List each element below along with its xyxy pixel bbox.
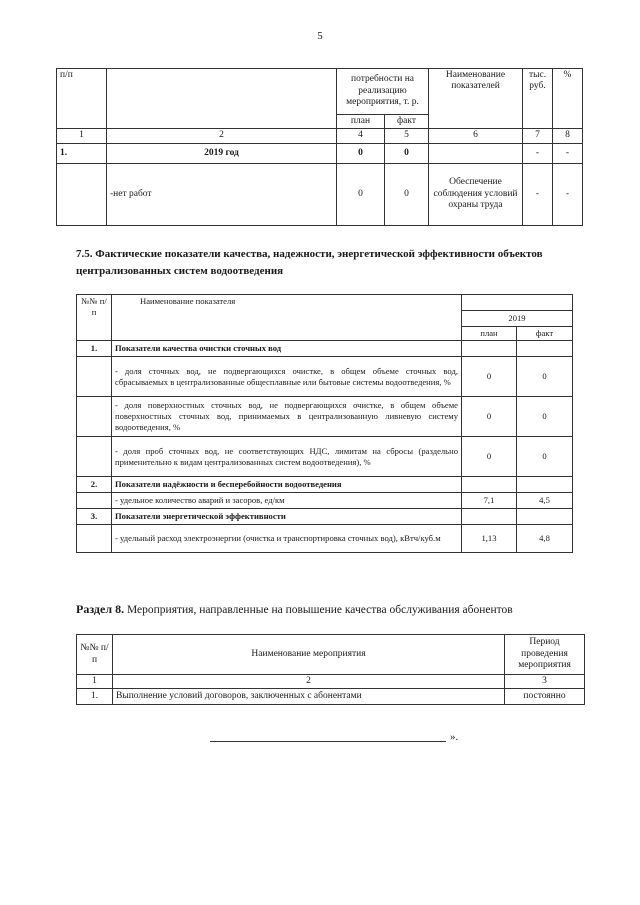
group-row bbox=[77, 509, 573, 525]
header-thousand-rub: тыс. руб. bbox=[523, 69, 553, 129]
row-num-empty bbox=[77, 397, 112, 437]
header-empty bbox=[107, 69, 337, 129]
row-plan: 0 bbox=[462, 397, 517, 437]
row-fact: 4,5 bbox=[517, 493, 573, 509]
row-text: - удельное количество аварий и засоров, ед/км bbox=[112, 493, 462, 509]
header-fact: факт bbox=[385, 115, 429, 129]
group-row bbox=[77, 341, 573, 357]
row-num-empty bbox=[77, 437, 112, 477]
row-fact: 0 bbox=[385, 163, 429, 225]
group-fact-empty bbox=[517, 341, 573, 357]
table-row bbox=[77, 493, 573, 509]
row-text: - доля сточных вод, не подвергающихся очистке, в общем объеме сточных вод, сбрасываемых в централизованные общесплавные или бытовые системы водоотведения, % bbox=[112, 357, 462, 397]
row-plan: 0 bbox=[462, 357, 517, 397]
header-year: 2019 bbox=[462, 311, 573, 327]
row-num: 1. bbox=[57, 143, 107, 163]
closing-quote: ». bbox=[450, 731, 459, 743]
header-plan: план bbox=[462, 327, 517, 341]
header-needs: потребности на реализацию мероприятия, т. р. bbox=[337, 69, 429, 115]
service-events-table bbox=[76, 634, 585, 705]
row-text: - доля поверхностных сточных вод, не подвергающихся очистке, в общем объеме поверхностных сточных вод, принимаемых в централизованную ливневую систему водоотведения, % bbox=[112, 397, 462, 437]
row-fact: 0 bbox=[385, 143, 429, 163]
row-num-empty bbox=[77, 493, 112, 509]
table-row bbox=[77, 689, 585, 705]
row-fact: 0 bbox=[517, 397, 573, 437]
row-plan: 0 bbox=[337, 143, 385, 163]
row-pct: - bbox=[553, 163, 583, 225]
col-number: 1 bbox=[77, 675, 113, 689]
header-plan: план bbox=[337, 115, 385, 129]
header-name: Наименование показателя bbox=[112, 295, 462, 341]
col-number: 1 bbox=[57, 129, 107, 143]
signature-line bbox=[210, 740, 446, 742]
row-num-empty bbox=[77, 525, 112, 553]
table-row bbox=[77, 437, 573, 477]
row-rub: - bbox=[523, 163, 553, 225]
row-name: -нет работ bbox=[107, 163, 337, 225]
group-row bbox=[77, 477, 573, 493]
col-number: 2 bbox=[107, 129, 337, 143]
row-num bbox=[57, 163, 107, 225]
row-name: Выполнение условий договоров, заключенных с абонентами bbox=[113, 689, 505, 705]
section-8-title: Мероприятия, направленные на повышение качества обслуживания абонентов bbox=[126, 604, 513, 616]
group-fact-empty bbox=[517, 509, 573, 525]
row-rub: - bbox=[523, 143, 553, 163]
row-indicator bbox=[429, 143, 523, 163]
table-row bbox=[77, 525, 573, 553]
section-8-label: Раздел 8. bbox=[76, 602, 125, 616]
row-indicator: Обеспечение соблюдения условий охраны труда bbox=[429, 163, 523, 225]
row-plan: 0 bbox=[337, 163, 385, 225]
page-number: 5 bbox=[317, 30, 323, 42]
table-row bbox=[77, 397, 573, 437]
header-num: №№ п/п bbox=[77, 635, 113, 675]
col-number: 7 bbox=[523, 129, 553, 143]
header-indicator-name: Наименование показателей bbox=[429, 69, 523, 129]
table-row bbox=[57, 163, 583, 225]
row-pct: - bbox=[553, 143, 583, 163]
column-numbers-row bbox=[57, 129, 583, 143]
table-row bbox=[57, 143, 583, 163]
row-plan: 1,13 bbox=[462, 525, 517, 553]
header-percent: % bbox=[553, 69, 583, 129]
col-number: 3 bbox=[505, 675, 585, 689]
row-period: постоянно bbox=[505, 689, 585, 705]
header-blank bbox=[462, 295, 573, 311]
group-title: Показатели энергетической эффективности bbox=[112, 509, 462, 525]
group-num: 1. bbox=[77, 341, 112, 357]
column-numbers-row bbox=[77, 675, 585, 689]
group-num: 3. bbox=[77, 509, 112, 525]
header-fact: факт bbox=[517, 327, 573, 341]
header-period: Период проведения мероприятия bbox=[505, 635, 585, 675]
row-name: 2019 год bbox=[107, 143, 337, 163]
col-number: 8 bbox=[553, 129, 583, 143]
group-plan-empty bbox=[462, 509, 517, 525]
section-7-5-heading: 7.5. Фактические показатели качества, надежности, энергетической эффективности объектов централизованных систем водоотведения bbox=[76, 248, 543, 278]
header-name: Наименование мероприятия bbox=[113, 635, 505, 675]
group-title: Показатели надёжности и бесперебойности водоотведения bbox=[112, 477, 462, 493]
row-fact: 0 bbox=[517, 357, 573, 397]
group-title: Показатели качества очистки сточных вод bbox=[112, 341, 462, 357]
col-number: 4 bbox=[337, 129, 385, 143]
table-row bbox=[77, 357, 573, 397]
group-plan-empty bbox=[462, 477, 517, 493]
group-fact-empty bbox=[517, 477, 573, 493]
row-num: 1. bbox=[77, 689, 113, 705]
header-pp: п/п bbox=[57, 69, 107, 129]
col-number: 2 bbox=[113, 675, 505, 689]
section-8-heading bbox=[76, 602, 513, 617]
row-plan: 0 bbox=[462, 437, 517, 477]
events-table bbox=[56, 68, 583, 226]
row-text: - доля проб сточных вод, не соответствующих НДС, лимитам на сбросы (раздельно применительно к видам централизованных систем водоотведения), % bbox=[112, 437, 462, 477]
row-fact: 4,8 bbox=[517, 525, 573, 553]
row-plan: 7,1 bbox=[462, 493, 517, 509]
indicators-table bbox=[76, 294, 573, 553]
row-fact: 0 bbox=[517, 437, 573, 477]
header-num: №№ п/п bbox=[77, 295, 112, 341]
col-number: 6 bbox=[429, 129, 523, 143]
group-num: 2. bbox=[77, 477, 112, 493]
group-plan-empty bbox=[462, 341, 517, 357]
row-text: - удельный расход электроэнергии (очистка и транспортировка сточных вод), кВтч/куб.м bbox=[112, 525, 462, 553]
row-num-empty bbox=[77, 357, 112, 397]
col-number: 5 bbox=[385, 129, 429, 143]
